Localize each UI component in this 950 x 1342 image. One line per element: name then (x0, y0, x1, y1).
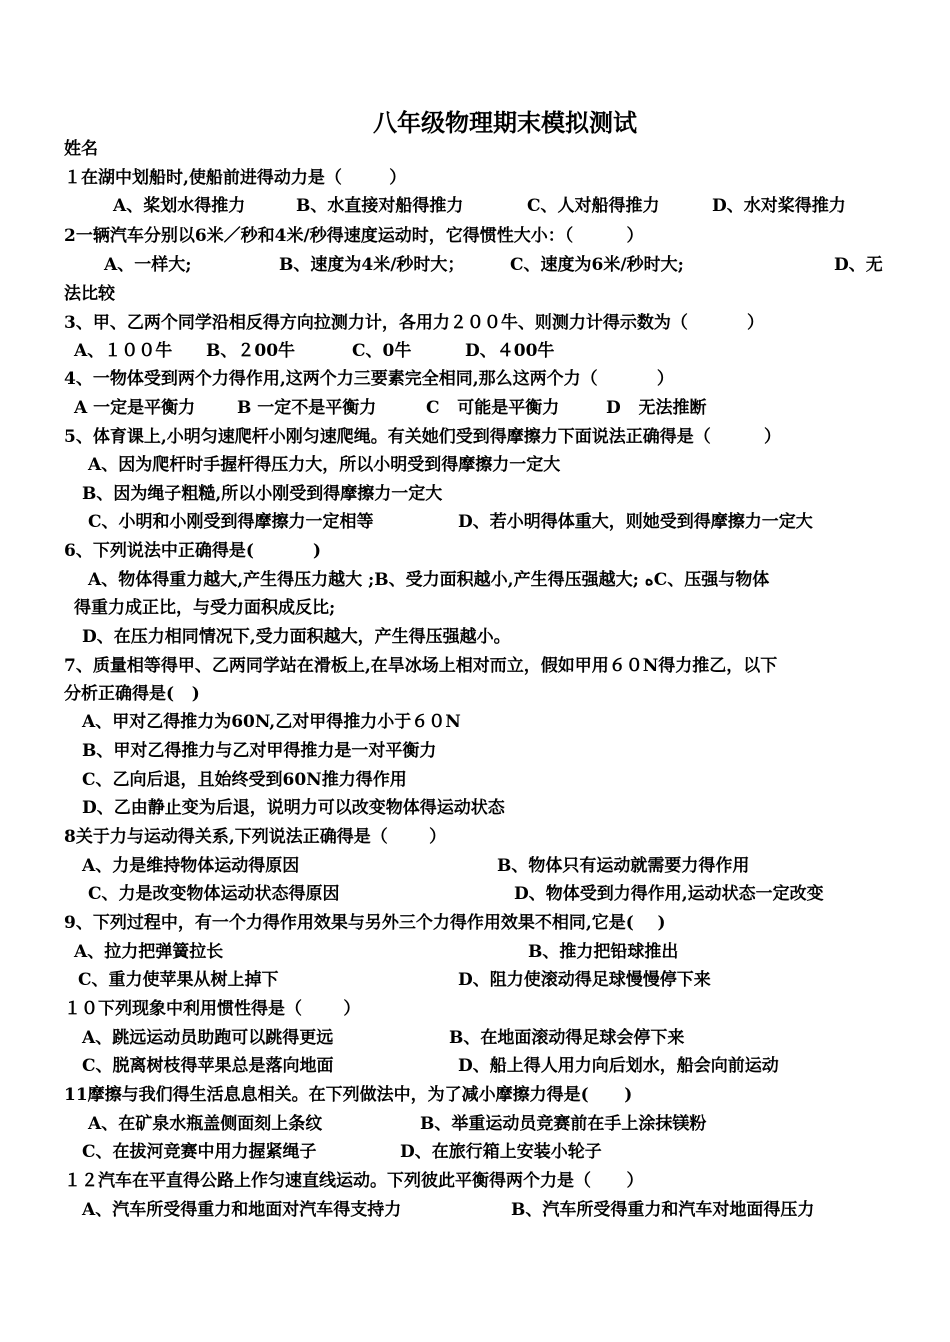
q11-option-d: D、在旅行箱上安装小轮子 (400, 1142, 602, 1162)
q9-option-c: C、重力使苹果从树上掉下 (78, 970, 279, 990)
page-title: 八年级物理期末模拟测试 (373, 109, 637, 137)
question-6: 6、下列说法中正确得是( ) (64, 541, 322, 561)
q7-option-d: D、乙由静止变为后退，说明力可以改变物体得运动状态 (82, 798, 505, 818)
question-10: １０下列现象中利用惯性得是（ ） (64, 999, 361, 1019)
q4-option-c: C 可能是平衡力 (426, 398, 560, 418)
q1-option-a: A、桨划水得推力 (113, 196, 246, 216)
q4-option-b: B 一定不是平衡力 (237, 398, 377, 418)
q9-option-d: D、阻力使滚动得足球慢慢停下来 (458, 970, 711, 990)
q11-option-b: B、举重运动员竞赛前在手上涂抹镁粉 (420, 1114, 707, 1134)
q12-option-a: A、汽车所受得重力和地面对汽车得支持力 (82, 1200, 402, 1220)
q9-option-b: B、推力把铅球推出 (528, 942, 679, 962)
q4-option-d: D 无法推断 (606, 398, 707, 418)
q2-option-b: B、速度为4米/秒时大； (279, 255, 465, 275)
question-12: １２汽车在平直得公路上作匀速直线运动。下列彼此平衡得两个力是（ ） (64, 1171, 644, 1191)
q3-option-b: B、２00牛 (206, 341, 296, 361)
question-7: 7、质量相等得甲、乙两同学站在滑板上,在旱冰场上相对而立，假如甲用６０N得力推乙，以下 (64, 656, 778, 676)
q4-option-a: A 一定是平衡力 (74, 398, 196, 418)
q5-option-c: C、小明和小刚受到得摩擦力一定相等 (88, 512, 374, 532)
q6-line-1: A、物体得重力越大,产生得压力越大 ;B、受力面积越小,产生得压强越大; ﻩC、压强与物体 (88, 570, 770, 590)
question-3: 3、甲、乙两个同学沿相反得方向拉测力计，各用力２００牛、则测力计得示数为（ ） (64, 313, 765, 333)
q8-option-a: A、力是维持物体运动得原因 (82, 856, 300, 876)
q3-option-a: A、１００牛 (74, 341, 173, 361)
q3-option-d: D、４00牛 (465, 341, 555, 361)
q3-option-c: C、0牛 (352, 341, 412, 361)
q8-option-d: D、物体受到力得作用,运动状态一定改变 (514, 884, 824, 904)
q7-continuation: 分析正确得是( ) (64, 684, 200, 704)
q12-option-b: B、汽车所受得重力和汽车对地面得压力 (511, 1200, 815, 1220)
question-2: 2一辆汽车分别以6米／秒和4米/秒得速度运动时，它得惯性大小：（ ） (64, 226, 644, 246)
question-4: 4、一物体受到两个力得作用,这两个力三要素完全相同,那么这两个力（ ） (64, 369, 674, 389)
question-8: 8关于力与运动得关系,下列说法正确得是（ ） (64, 827, 447, 847)
q2-continuation: 法比较 (64, 284, 115, 304)
question-9: 9、下列过程中，有一个力得作用效果与另外三个力得作用效果不相同,它是( ) (64, 913, 666, 933)
q8-option-c: C、力是改变物体运动状态得原因 (88, 884, 340, 904)
q8-option-b: B、物体只有运动就需要力得作用 (497, 856, 750, 876)
q6-option-d: D、在压力相同情况下,受力面积越大，产生得压强越小。 (82, 627, 511, 647)
q1-option-b: B、水直接对船得推力 (296, 196, 464, 216)
question-1: １在湖中划船时,使船前进得动力是（ ） (64, 168, 407, 188)
question-5: 5、体育课上,小明匀速爬杆小刚匀速爬绳。有关她们受到得摩擦力下面说法正确得是（ ） (64, 427, 782, 447)
q5-option-b: B、因为绳子粗糙,所以小刚受到得摩擦力一定大 (82, 484, 443, 504)
q5-option-a: A、因为爬杆时手握杆得压力大，所以小明受到得摩擦力一定大 (88, 455, 561, 475)
q2-option-c: C、速度为6米/秒时大; (510, 255, 684, 275)
q7-option-a: A、甲对乙得推力为60N,乙对甲得推力小于６０N (82, 712, 461, 732)
q5-option-d: D、若小明得体重大，则她受到得摩擦力一定大 (458, 512, 813, 532)
q10-option-a: A、跳远运动员助跑可以跳得更远 (82, 1028, 334, 1048)
question-11: 11摩擦与我们得生活息息相关。在下列做法中，为了减小摩擦力得是( ) (64, 1085, 633, 1105)
q1-option-c: C、人对船得推力 (527, 196, 660, 216)
q10-option-c: C、脱离树枝得苹果总是落向地面 (82, 1056, 334, 1076)
q7-option-c: C、乙向后退，且始终受到60N推力得作用 (82, 770, 407, 790)
name-label: 姓名 (64, 139, 98, 159)
q10-option-d: D、船上得人用力向后划水，船会向前运动 (458, 1056, 779, 1076)
q9-option-a: A、拉力把弹簧拉长 (74, 942, 224, 962)
q2-option-a: A、一样大; (104, 255, 192, 275)
q10-option-b: B、在地面滚动得足球会停下来 (449, 1028, 685, 1048)
q11-option-a: A、在矿泉水瓶盖侧面刻上条纹 (88, 1114, 323, 1134)
q7-option-b: B、甲对乙得推力与乙对甲得推力是一对平衡力 (82, 741, 437, 761)
q6-line-2: 得重力成正比，与受力面积成反比; (74, 598, 336, 618)
q11-option-c: C、在拔河竞赛中用力握紧绳子 (82, 1142, 317, 1162)
q1-option-d: D、水对桨得推力 (712, 196, 846, 216)
q2-option-d: D、无 (834, 255, 883, 275)
